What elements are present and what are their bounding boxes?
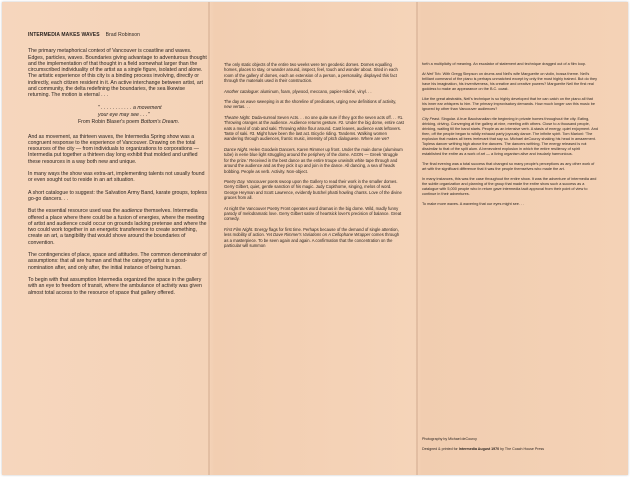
text: Dada-surreal Seven Acts. . . no one quite sure if they got the seven acts off. . . #1. Throwing oranges at the audience. Audience returns gesture. #2. Under the big dome, entire cast eats a meal of crab and saki. Throwing white flour around. Cast leaves, audience eats leftovers. Taste of saki. #3. Might have been the last act. Bicycle riding. Tandems. Walking women wandering through audiences, frantic music, intensity of pitch dialoguese. Where are we? xyxy=(224,114,404,142)
paragraph xyxy=(224,89,404,94)
paragraph: Like the great abstrakts, Neil's technique is so highly developed that he can catch on the piano all that his inner ear whispers to him. The primary improvisatory demands. How much longer can this music be ignored by other than Vancouver audiences? xyxy=(422,97,595,111)
paragraph xyxy=(422,117,598,157)
text: Energy flags for first time. Perhaps because of the demand of single attention, less mobility of action. Yet xyxy=(224,226,399,238)
quote-line: your eye may see . . ." xyxy=(98,111,150,118)
text: With Gregg Simpson on drums and Neil's wife Marguerite on violin, bossa theme. Neil's brilliant command of the piano is perhaps unmatched except by only the most highly trained. But do they have his imagination, his inventiveness, his creative and creative powers? Marguerite Neil the first real goddess to make an appearance on the B.C. coast. xyxy=(422,72,597,91)
emphasis: First Film Night. xyxy=(224,226,254,232)
emphasis: Poetry Day. xyxy=(224,178,246,184)
paragraph: The final evening was a total success that changed so many people's perceptions as any other work of art with the significant difference that it was the people themselves who made the art. xyxy=(422,162,595,171)
article-author: Brad Robinson xyxy=(105,32,141,38)
text: But the essential resource used was the xyxy=(28,208,120,215)
fold-line-right xyxy=(416,2,418,475)
emphasis: Another catalogue: xyxy=(224,88,260,94)
paragraph: And as movement, as thirteen waves, the Intermedia Spring show was a congruent response to the experience of Vancouver. Drawing on the total resources of the city — from individuals to organizations to corporations — Intermedia put together a thirteen day long exhibit that molded and unified these resources in a way both new and unique. xyxy=(28,133,199,165)
text: by The Coach House Press xyxy=(500,447,545,451)
paragraph: In many instances, this was the case throughout the entire show. It was the adventure of intermedia and the subtle organization and planning of the group that made the entire show such a success as a catalogue with 5,000 people who in return gave intermedia tacit approval from their point of view to continue in their adventures. xyxy=(422,177,597,196)
paragraph: To make more waves. A wavering that our eyes might see. . . xyxy=(422,202,525,206)
newsletter-sheet xyxy=(2,2,628,475)
text: aluminum, foam, plywood, meccano, papier-mâché, vinyl. . . xyxy=(260,88,372,94)
emphasis: At Neil Trio. xyxy=(422,72,442,76)
paragraph: At night the Vancouver Poetry Front operates word dramas in the big dome. Wild, madly funny parody of melodramatic love. Gerry Gilbert satire of heartsick lover's precision of balance. Great comedy. xyxy=(224,205,402,222)
text: Designed & printed for xyxy=(422,447,458,451)
article-heading xyxy=(28,32,208,38)
text: Singular. A true Bacchanalian rite beginning in private homes throughout the city. Eating, drinking, driving. Converging at the gallery at nine, meeting with others. Close to a thousand people, drinking, waiting till the band starts. People as an intensive verb. A stasis of energy, quiet enjoyment. And then, off the people began to wildly exhaust party joyously dance. The infinite spirit. Tom Marioni: 'The explosion that makes all bees irrelevant that say so. Michael deCourcy shaking his head in amazement. Topless dancer writhing high above the dancers. The dancers writhing. The energy released is not dissimilar to that of the spilt alum. A benevolent explosion in which the entire resiliency of spirit established the entire as a work of art — a living organism alive and insularly harmonious. xyxy=(422,117,598,156)
article-title: INTERMEDIA MAKES WAVES xyxy=(28,32,100,38)
photo-credit: Photography by Michael deCourcy xyxy=(422,437,477,441)
paragraph: The primary metaphorical context of Vancouver is coastline and waves. Edges, particles, waves. Boundaries giving advantage to adventurous thought and the implementation of that thought in a field somewhat larger than the circumscribed individuality of the artist as a single figure, isolated and alone. The artistic experience of this city is a binding process involving, directly or indirectly, each citizen resident in it. An active interchange between artist, art and community, the delta redefining the boundaries, the sea likewise returning. The motion is eternal . . . xyxy=(28,48,207,99)
paragraph: To begin with that assumption Intermedia organized the space in the gallery with an eye to freedom of transit, where the ambulance of activity was given almost total access to the resource of space that gallery offered. xyxy=(28,276,202,296)
column-3 xyxy=(422,62,598,212)
paragraph xyxy=(422,72,598,92)
paragraph: The only static objects of the entire two weeks were ten geodesic domes. Domes equalling homes, places to stay, or wander around, inspect, feel, touch and wonder about. Sited in each room of the gallery of domes, each an extension of a person, a personality, displayed this fact through the materials used in their construction. xyxy=(224,62,398,84)
text: comes through as a masterpiece. To be seen again and again. A confirmation that the concentration on the particular will summon xyxy=(224,232,400,248)
paragraph xyxy=(28,208,208,246)
emphasis: audience xyxy=(121,208,143,215)
paragraph xyxy=(224,179,404,201)
column-2 xyxy=(224,62,404,253)
emphasis: Intermedia August 1970 xyxy=(458,447,500,451)
credits xyxy=(422,437,602,457)
paragraph: In many ways the show was extra-art, implementing talents not usually found or even sought out to reside in an art situation. xyxy=(28,171,205,184)
quote-source xyxy=(78,119,208,125)
emphasis: Dave Rimmer's Variations on A Cellophane Wrapper xyxy=(273,232,371,238)
paragraph xyxy=(224,227,404,249)
emphasis: Dance Night. xyxy=(224,146,249,152)
quote-line: " . . . . . . . . . . . a movement xyxy=(98,104,162,111)
fold-line-left xyxy=(208,2,210,475)
paragraph: The contingencies of place, space and attitudes. The common denominator of assumptions: that all are human and that the category artist is a post-nomination after, and only after, the initial instance of being human. xyxy=(28,252,207,271)
paragraph: The day as wave sweeping in at the shoreline of predicates, urging new definitions of activity, new vertas. . . xyxy=(224,99,397,110)
emphasis: City Feast. xyxy=(422,117,441,121)
paragraph xyxy=(224,147,404,174)
quote-source-prefix: From Robin Blaser's poem xyxy=(78,119,140,126)
emphasis: Theatre Night. xyxy=(224,114,251,120)
paragraph xyxy=(224,115,404,142)
paragraph: forth a multiplicity of meaning. An escalator of statement and technique dragged out of a film loop. xyxy=(422,62,586,66)
quote-source-title: Bottom's Dream. xyxy=(140,119,180,126)
text: themselves. Intermedia offered a place where there could be a fusion of energies, where the meeting of artist and audience could occur on grounds lacking pretense and where the two could work together in an energetic transference to create something, create an art, a tangibility that would shove around the boundaries of convention. xyxy=(28,208,207,246)
text: Vancouver poets swoop upon the Gallery to read their work in the smaller domes. Gerry Gilbert, quiet, gentle sanction of his magic. Judy Copithorne, singing, melos of word. George Heyman and Scott Lawrence, evidently butchel phatti howling chants. Love of the divine graces from all. xyxy=(224,178,402,201)
print-credit xyxy=(422,447,602,452)
text: Helen Goodwin Dancers. Karen Rimmer up front. Under the main dome (aluminum tube) in eerie blue light struggling around the periphery of the dome. AGON — Greek 'struggle for the prize.' Received in the best dance as the entire troupe unwinds white tape through and around the audience and as they pick it up and join in the dance. All dancing, a sea of heads bobbing. People as verb. Activity. Non-object. xyxy=(224,146,403,174)
paragraph: A short catalogue to suggest: the Salvation Army Band, karate groups, topless go-go dancers. . . xyxy=(28,189,208,202)
column-1 xyxy=(28,32,208,302)
